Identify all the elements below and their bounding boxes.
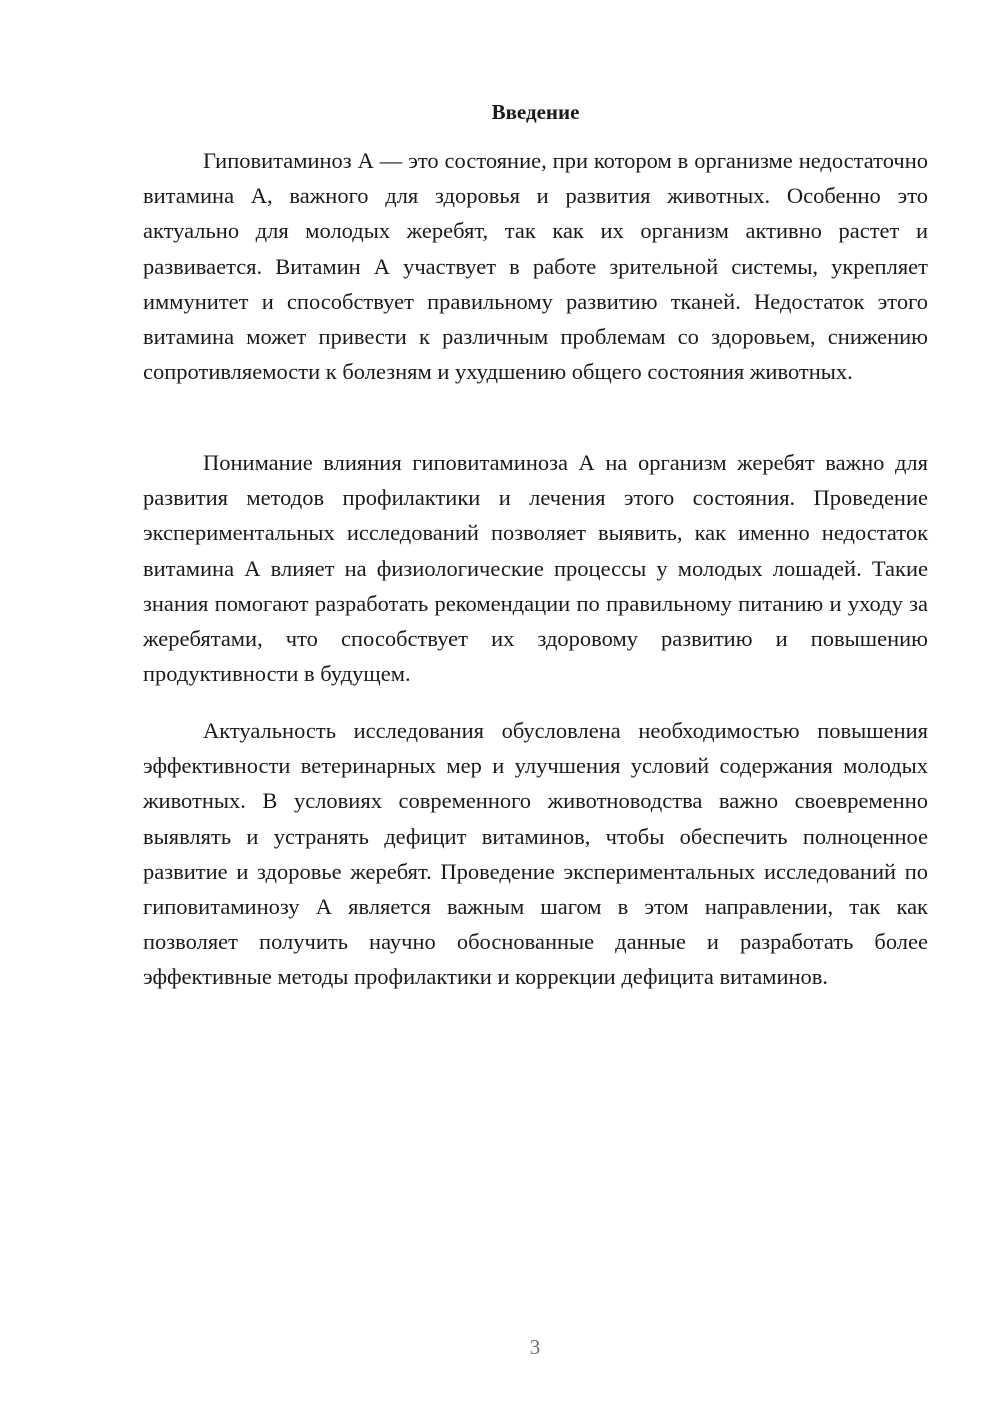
paragraph-1: Гиповитаминоз А — это состояние, при котором в организме недостаточно витамина А, важного для здоровья и развития животных. Особенно это актуально для молодых жеребят, так как их организм активно растет и развивается. Витамин А участвует в работе зрительной системы, укрепляет иммунитет и способствует правильному развитию тканей. Недостаток этого витамина может привести к различным проблемам со здоровьем, снижению сопротивляемости к болезням и ухудшению общего состояния животных. — [143, 148, 928, 385]
page-title: Введение — [491, 100, 580, 124]
paragraph-2: Понимание влияния гиповитаминоза А на организм жеребят важно для развития методов профилактики и лечения этого состояния. Проведение экспериментальных исследований позволяет выявить, как именно недостаток витамина А влияет на физиологические процессы у молодых лошадей. Такие знания помогают разработать рекомендации по правильному питанию и уходу за жеребятами, что способствует их здоровому развитию и повышению продуктивности в будущем. — [143, 450, 928, 687]
page-number: 3 — [529, 1335, 541, 1359]
paragraph-3: Актуальность исследования обусловлена необходимостью повышения эффективности ветеринарных мер и улучшения условий содержания молодых животных. В условиях современного животноводства важно своевременно выявлять и устранять дефицит витаминов, чтобы обеспечить полноценное развитие и здоровье жеребят. Проведение экспериментальных исследований по гиповитаминозу А является важным шагом в этом направлении, так как позволяет получить научно обоснованные данные и разработать более эффективные методы профилактики и коррекции дефицита витаминов. — [143, 718, 928, 990]
